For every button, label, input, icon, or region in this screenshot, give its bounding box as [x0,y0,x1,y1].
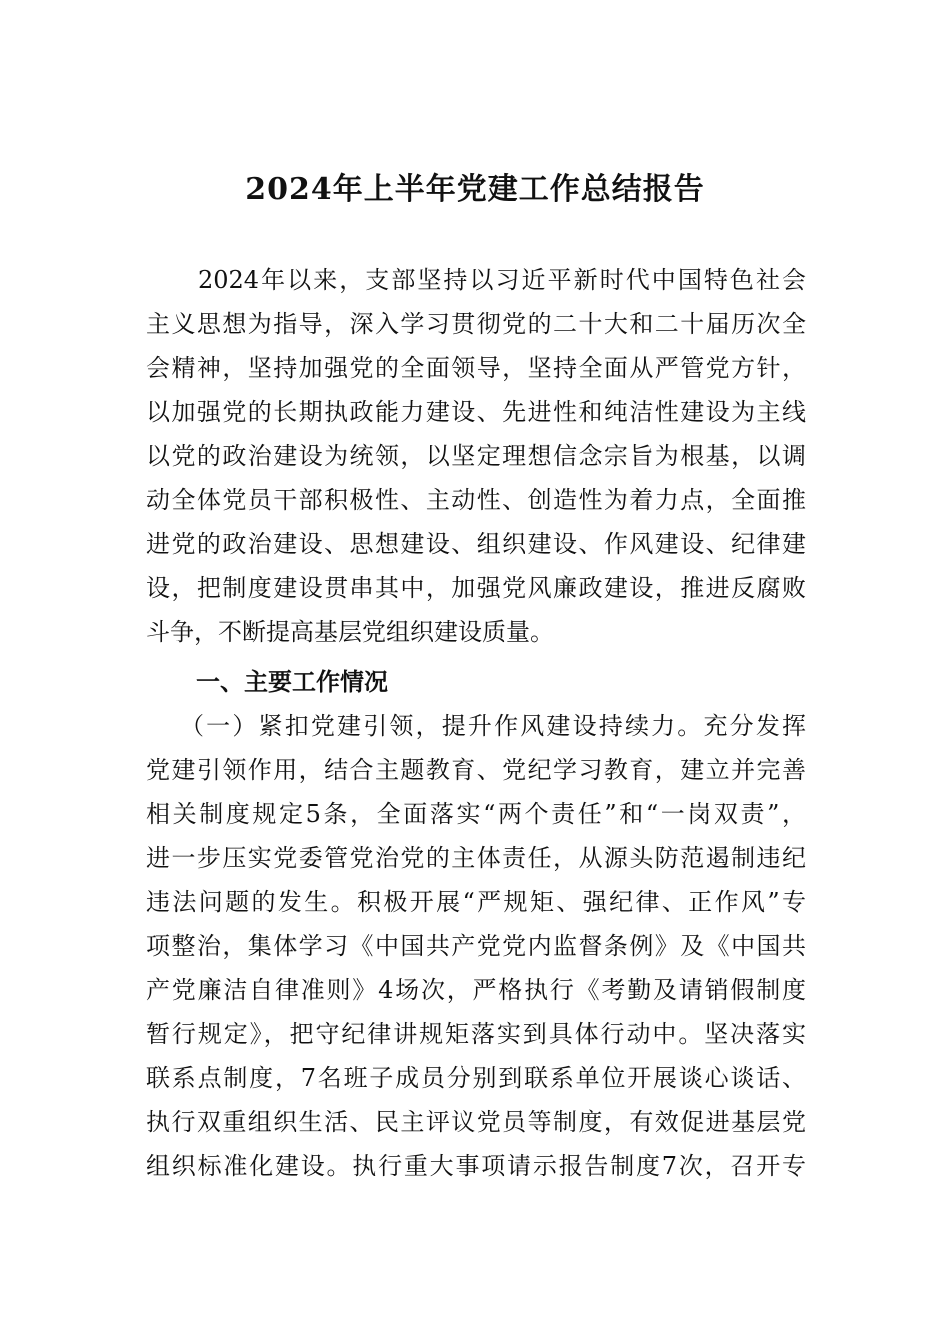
text-line: 以加强党的长期执政能力建设、先进性和纯洁性建设为主线 [146,398,806,426]
text-line: 动全体党员干部积极性、主动性、创造性为着力点，全面推 [146,486,806,514]
text-line: 相关制度规定5条，全面落实“两个责任”和“一岗双责”， [146,800,806,828]
text-line: 项整治，集体学习《中国共产党党内监督条例》及《中国共 [146,932,806,960]
section-1 [146,660,806,1188]
text-line: 产党廉洁自律准则》4场次，严格执行《考勤及请销假制度 [146,976,806,1004]
text-line: 2024年以来，支部坚持以习近平新时代中国特色社会 [198,266,806,294]
text-line: 执行双重组织生活、民主评议党员等制度，有效促进基层党 [146,1108,806,1136]
text-line: 党建引领作用，结合主题教育、党纪学习教育，建立并完善 [146,756,806,784]
intro-paragraph [146,258,806,654]
text-line: 进党的政治建设、思想建设、组织建设、作风建设、纪律建 [146,530,806,558]
text-line: 联系点制度，7名班子成员分别到联系单位开展谈心谈话、 [146,1064,806,1092]
text-line: 斗争，不断提高基层党组织建设质量。 [146,618,554,646]
text-line: 设，把制度建设贯串其中，加强党风廉政建设，推进反腐败 [146,574,806,602]
text-line: 以党的政治建设为统领，以坚定理想信念宗旨为根基，以调 [146,442,806,470]
text-line: 主义思想为指导，深入学习贯彻党的二十大和二十届历次全 [146,310,806,338]
text-line: 进一步压实党委管党治党的主体责任，从源头防范遏制违纪 [146,844,806,872]
text-line: 暂行规定》，把守纪律讲规矩落实到具体行动中。坚决落实 [146,1020,806,1048]
text-line: （一）紧扣党建引领，提升作风建设持续力。充分发挥 [180,712,806,740]
text-line: 组织标准化建设。执行重大事项请示报告制度7次，召开专 [146,1152,806,1180]
text-line: 会精神，坚持加强党的全面领导，坚持全面从严管党方针， [146,354,806,382]
text-line: 违法问题的发生。积极开展“严规矩、强纪律、正作风”专 [146,888,806,916]
document-title: 2024年上半年党建工作总结报告 [245,172,705,207]
section-heading: 一、主要工作情况 [196,667,388,696]
